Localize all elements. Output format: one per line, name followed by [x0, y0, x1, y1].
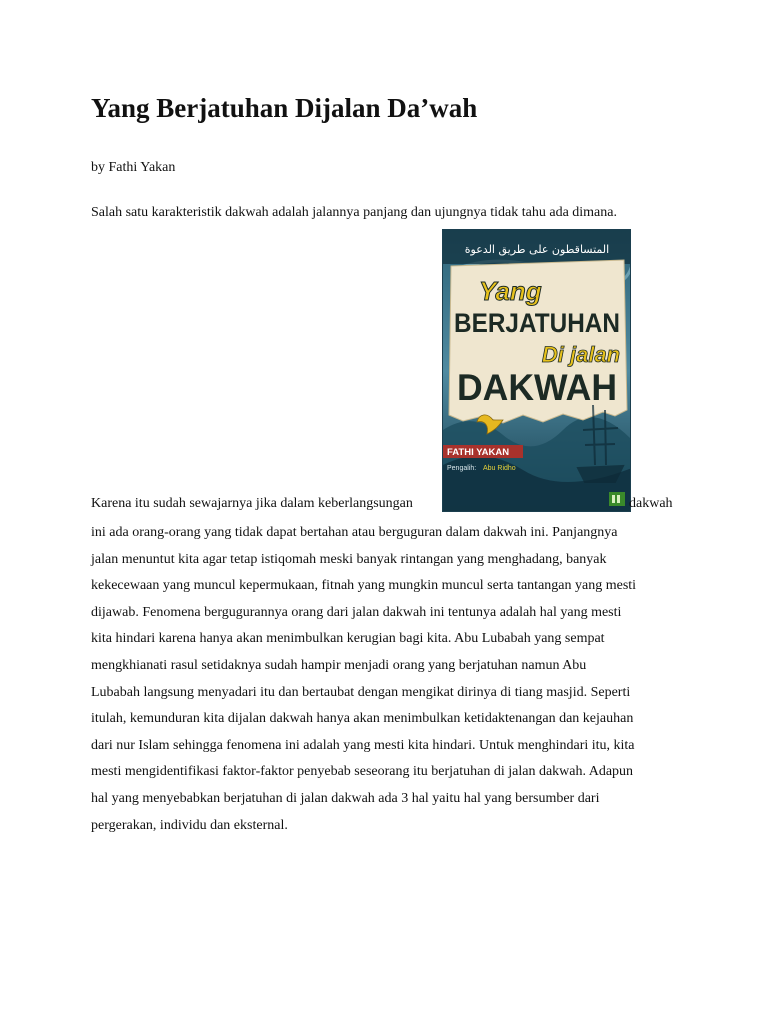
body-line: ini ada orang-orang yang tidak dapat bertahan atau berguguran dalam dakwah ini. Panjangnya: [91, 525, 618, 540]
cover-title-dijalan: Di jalan: [541, 342, 621, 367]
body-line: mesti mengidentifikasi faktor-faktor penyebab seseorang itu berjatuhan di jalan dakwah. Adapun: [91, 764, 634, 780]
book-cover-art: [443, 230, 631, 512]
body-line: kita hindari karena hanya akan menimbulkan kerugian bagi kita. Abu Lubabah yang sempat: [91, 631, 605, 647]
body-line: jalan menuntut kita agar tetap istiqomah meski banyak rintangan yang menghadang, banyak: [91, 551, 607, 567]
article-byline: by Fathi Yakan: [91, 160, 176, 175]
body-first-line: Karena itu sudah sewajarnya jika dalam keberlangsungan: [91, 496, 413, 511]
body-line: itulah, kemunduran kita dijalan dakwah hanya akan menimbulkan ketidaktenangan dan kejauhan: [91, 711, 634, 727]
body-line: mengkhianati rasul setidaknya sudah hampir menjadi orang yang berjatuhan namun Abu: [91, 657, 587, 673]
cover-translator-name: Abu Ridho: [483, 465, 516, 472]
cover-title-berjatuhan: BERJATUHAN: [454, 308, 620, 338]
article-title: Yang Berjatuhan Dijalan Da’wah: [91, 93, 478, 123]
body-line: hal yang menyebabkan berjatuhan di jalan dakwah ada 3 hal yaitu hal yang bersumber dari: [91, 790, 600, 806]
body-line: dari nur Islam sehingga fenomena ini adalah yang mesti kita hindari. Untuk menghindari itu, kita: [91, 737, 635, 753]
cover-arabic-header: المتساقطون على طريق الدعوة: [464, 243, 610, 256]
body-paragraph: [91, 520, 681, 839]
body-first-line-tail: dakwah: [629, 496, 673, 511]
body-line: kekecewaan yang muncul kepermukaan, fitnah yang mungkin muncul serta tantangan yang mesti: [91, 578, 637, 594]
cover-author-name: FATHI YAKAN: [447, 447, 510, 458]
cover-title-dakwah: DAKWAH: [457, 367, 617, 408]
cover-title-yang: Yang: [479, 276, 542, 306]
body-line: dijawab. Fenomena bergugurannya orang dari jalan dakwah ini tentunya adalah hal yang mesti: [91, 604, 622, 620]
cover-translator-label: Pengalih:: [447, 465, 477, 472]
body-line: pergerakan, individu dan eksternal.: [91, 817, 288, 833]
intro-paragraph: Salah satu karakteristik dakwah adalah jalannya panjang dan ujungnya tidak tahu ada dimana.: [91, 205, 617, 220]
body-line: Lubabah langsung menyadari itu dan bertaubat dengan mengikat dirinya di tiang masjid. Seperti: [91, 684, 631, 700]
book-cover-image: [442, 229, 631, 512]
